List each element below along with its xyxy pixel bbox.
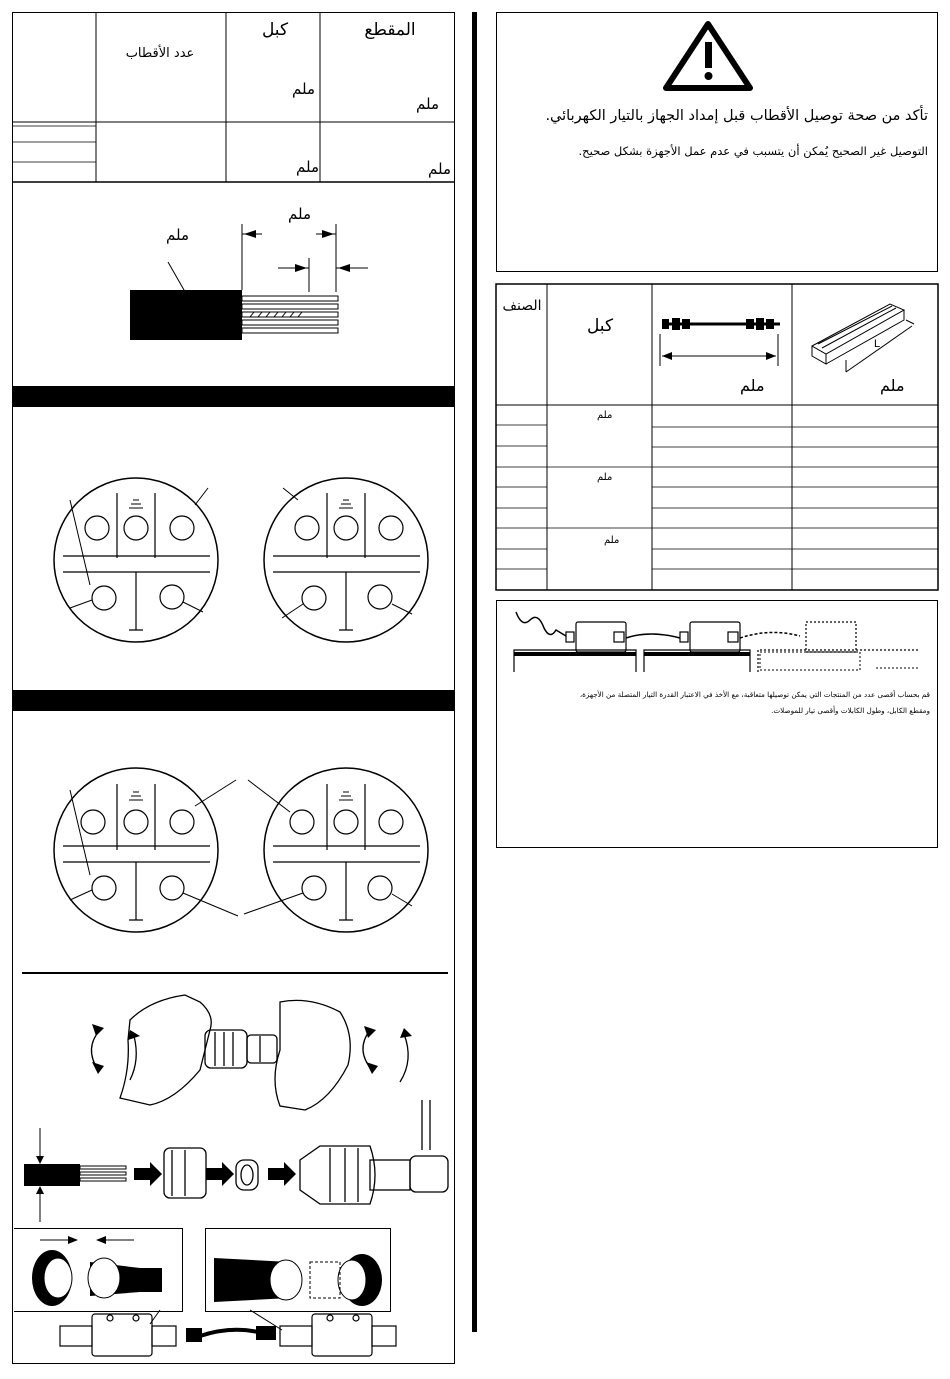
col-type-header: الصنف: [502, 298, 542, 314]
col-cable-header: كبل: [261, 20, 289, 40]
profile-length-unit: ملم: [880, 376, 905, 395]
strip-unit-sheath: ملم: [166, 226, 189, 244]
profile-length-label: L: [874, 338, 881, 350]
col-cable-header-2: كبل: [586, 316, 614, 336]
unit-label-section-row: ملم: [428, 160, 451, 178]
warning-line-1: تأكد من صحة توصيل الأقطاب قبل إمداد الجهاز بالتيار الكهربائي.: [545, 108, 928, 124]
col-poles-header: عدد الأقطاب: [125, 46, 195, 61]
unit-label-cable-row: ملم: [296, 158, 319, 176]
row-group-3-unit: ملم: [604, 535, 620, 546]
warning-line-2: التوصيل غير الصحيح يُمكن أن يتسبب في عدم عمل الأجهزة بشكل صحيح.: [578, 144, 928, 158]
col-section-header: المقطع: [364, 20, 416, 40]
unit-label-section: ملم: [416, 95, 439, 113]
row-group-2-unit: ملم: [597, 472, 613, 483]
row-group-1-unit: ملم: [597, 410, 613, 421]
chain-note-line-1: قم بحساب أقصى عدد من المنتجات التي يمكن توصيلها متعاقبة، مع الأخذ في الاعتبار القدرة التيار المتصلة من الأجهزة،: [579, 690, 930, 699]
strip-unit-total: ملم: [288, 205, 311, 223]
chain-note-line-2: ومقطع الكابل، وطول الكابلات وأقصى تيار للموصلات.: [771, 706, 930, 715]
unit-label-cable: ملم: [292, 80, 315, 98]
cable-length-unit: ملم: [740, 376, 765, 395]
